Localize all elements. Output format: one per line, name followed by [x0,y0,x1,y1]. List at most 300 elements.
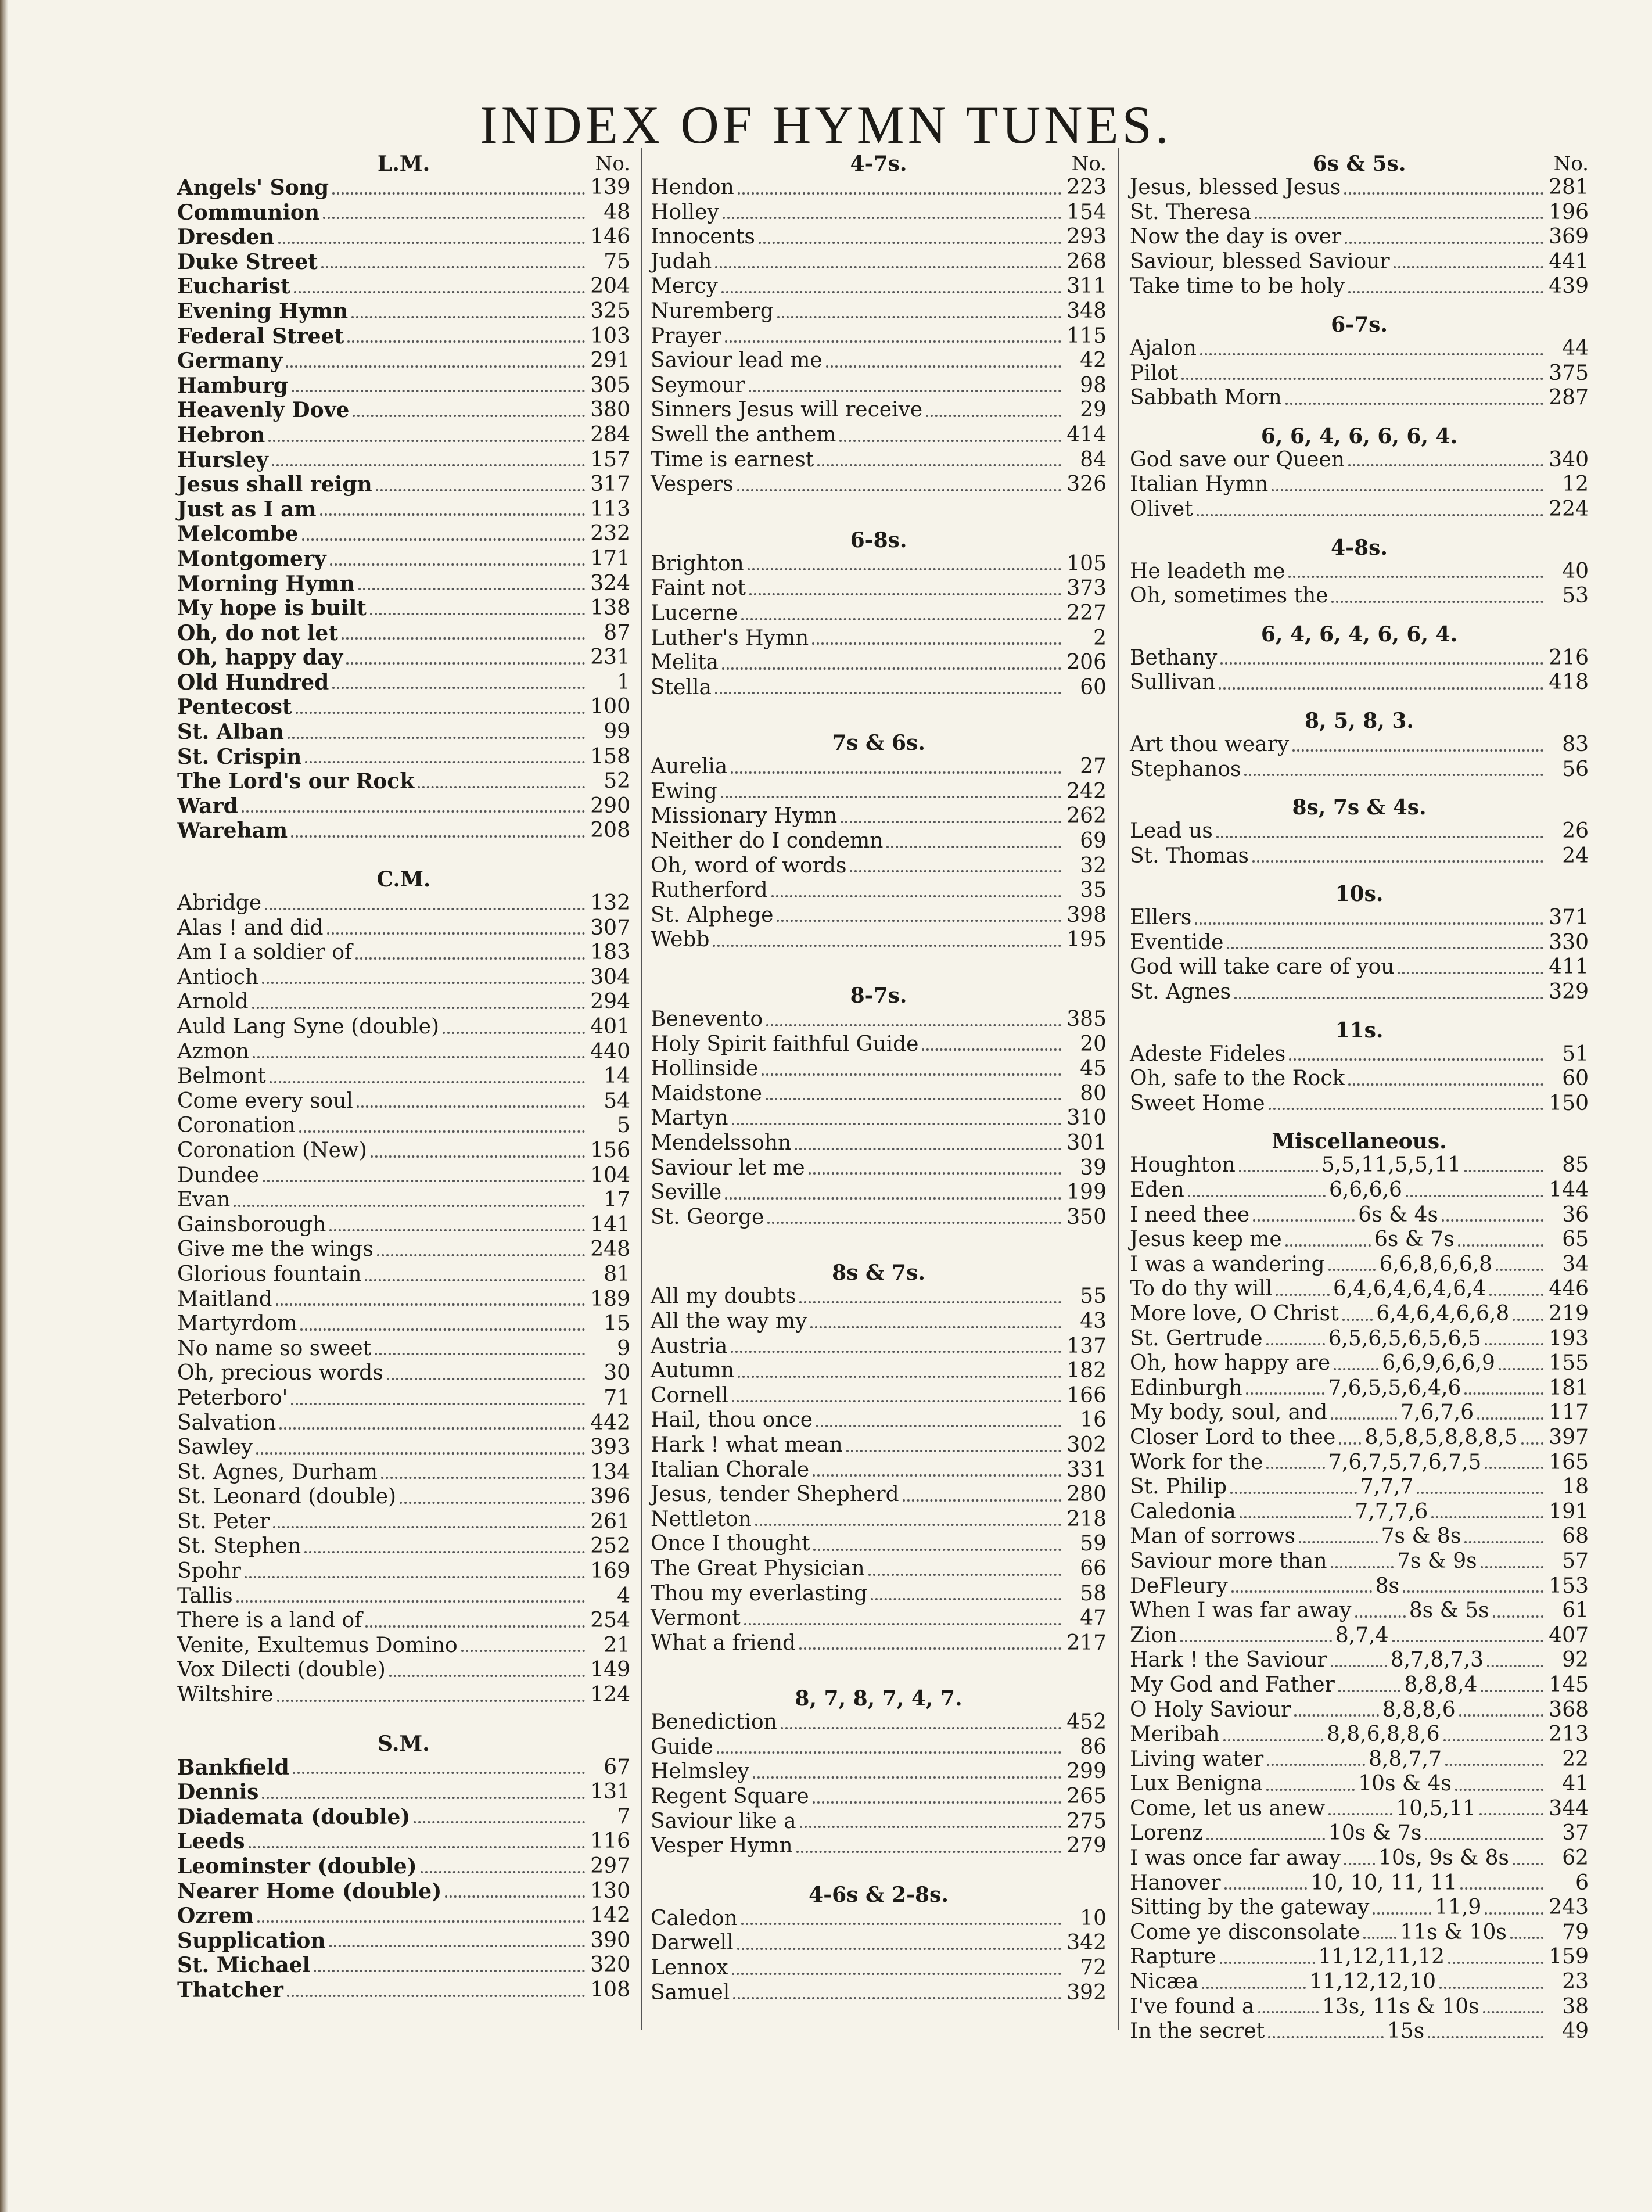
tune-name: All my doubts [651,1284,796,1309]
index-section [1130,306,1589,411]
tune-name: St. Crispin [177,744,302,769]
tune-name: Saviour more than [1130,1549,1327,1573]
tune-entry [651,1384,1107,1409]
hymn-number: 146 [590,225,630,249]
hymn-number: 307 [590,915,630,940]
dot-leader [809,1172,1061,1175]
tune-entry [1130,1475,1589,1500]
tune-name: Come every soul [177,1089,353,1113]
tune-name: Nettleton [651,1507,752,1531]
tune-entry [177,769,630,794]
dot-leader [1417,1492,1543,1494]
dot-leader [810,1326,1061,1328]
dot-leader [1188,1195,1326,1197]
tune-entry [177,1829,630,1854]
hymn-number: 223 [1066,175,1107,199]
hymn-number: 243 [1549,1895,1589,1920]
dot-leader [365,1625,585,1628]
dot-leader [252,1007,585,1009]
dot-leader [715,692,1061,694]
hymn-number: 153 [1549,1574,1589,1598]
section-title: 10s. [1335,882,1384,907]
dot-leader [1272,489,1543,491]
tune-name: Maidstone [651,1081,762,1105]
hymn-number: 65 [1562,1227,1589,1252]
tune-name: Vesper Hymn [651,1834,793,1858]
hymn-number: 326 [1066,472,1107,497]
tune-name: Arnold [177,990,249,1014]
dot-leader [353,415,585,417]
tune-meter: 10s, 9s & 8s [1378,1846,1510,1870]
tune-name: Saviour like a [651,1809,796,1833]
tune-entry [651,1582,1107,1607]
tune-entry [651,1359,1107,1384]
tune-entry [1130,497,1589,522]
hymn-number: 441 [1549,249,1589,274]
tune-entry [177,398,630,423]
tune-entry [651,552,1107,577]
dot-leader [262,982,585,984]
tune-name: Oh, do not let [177,620,338,645]
tune-name: Sitting by the gateway [1130,1895,1370,1920]
hymn-number: 158 [590,744,630,769]
tune-name: Mercy [651,274,718,299]
dot-leader [1299,1541,1378,1543]
tune-name: Jesus, tender Shepherd [651,1482,899,1507]
tune-name: Lucerne [651,601,738,625]
section-spacer [1130,1005,1589,1012]
tune-name: Hail, thou once [651,1408,813,1432]
tune-entry [651,676,1107,701]
hymn-number: 169 [590,1559,630,1583]
tune-name: Vespers [651,472,734,497]
tune-entry [177,670,630,695]
column-divider [641,148,642,2030]
tune-name: Jesus shall reign [177,472,372,497]
section-spacer [1130,299,1589,306]
tune-entry [651,472,1107,497]
dot-leader [762,1073,1061,1076]
dot-leader [288,737,585,739]
dot-leader [721,796,1061,798]
section-header [1130,1123,1589,1153]
dot-leader [1216,836,1543,838]
tune-name: St. Michael [177,1953,311,1978]
tune-name: Old Hundred [177,670,329,695]
tune-entry [1130,1995,1589,2020]
tune-name: Bethany [1130,645,1218,670]
tune-name: Caledon [651,1906,738,1930]
tune-entry [177,1040,630,1065]
tune-entry [1130,584,1589,609]
tune-name: Seymour [651,373,745,397]
tune-name: Olivet [1130,497,1193,521]
tune-name: Oh, precious words [177,1361,383,1385]
tune-entry [651,1082,1107,1107]
dot-leader [320,514,585,516]
tune-name: Heavenly Dove [177,398,350,423]
tune-entry [177,1683,630,1708]
dot-leader [270,1081,585,1083]
dot-leader [741,618,1061,620]
dot-leader [767,1222,1061,1224]
tune-name: Closer Lord to thee [1130,1425,1336,1449]
tune-name: Venite, Exultemus Domino [177,1633,458,1657]
dot-leader [414,1821,585,1823]
section-header [651,145,1107,175]
section-title: 6, 6, 4, 6, 6, 6, 4. [1260,423,1458,448]
hymn-number: 71 [604,1385,630,1410]
hymn-number: 86 [1080,1735,1107,1759]
tune-entry [177,1213,630,1238]
tune-name: My God and Father [1130,1672,1335,1697]
dot-leader [732,1973,1061,1975]
hymn-number: 62 [1562,1846,1589,1870]
dot-leader [305,761,585,763]
tune-name: Innocents [651,225,755,249]
tune-entry [1130,646,1589,671]
tune-entry [651,1809,1107,1834]
hymn-number: 310 [1066,1106,1107,1130]
tune-entry [177,374,630,398]
dot-leader [871,1598,1061,1600]
tune-name: Faint not [651,576,746,601]
tune-entry [1130,361,1589,386]
hymn-number: 284 [590,422,630,447]
dot-leader [304,1551,585,1553]
tune-meter: 6,4,6,4,6,6,8 [1376,1302,1510,1326]
tune-meter: 10s & 7s [1328,1821,1422,1845]
dot-leader [273,1526,585,1528]
section-title: 4-6s & 2-8s. [809,1882,949,1907]
tune-name: Lux Benigna [1130,1772,1263,1796]
tune-name: Once I thought [651,1532,810,1556]
tune-meter: 15s [1387,2019,1425,2044]
dot-leader [771,895,1061,897]
dot-leader [1253,1219,1355,1222]
dot-leader [796,1851,1061,1853]
dot-leader [323,217,585,219]
dot-leader [1348,291,1543,293]
tune-name: Evan [177,1188,231,1212]
dot-leader [733,1997,1061,1999]
tune-entry [651,1735,1107,1760]
dot-leader [731,1351,1061,1353]
dot-leader [1181,378,1543,380]
tune-name: Hollinside [651,1057,759,1081]
tune-entry [177,1805,630,1830]
dot-leader [799,1301,1061,1304]
dot-leader [263,1180,585,1182]
tune-name: Rutherford [651,878,768,903]
dot-leader [1487,1665,1543,1667]
tune-entry [177,818,630,843]
tune-name: St. Peter [177,1509,270,1534]
tune-entry [651,448,1107,473]
dot-leader [826,365,1061,368]
dot-leader [421,1871,585,1873]
hymn-number: 141 [590,1212,630,1237]
dot-leader [1344,1863,1375,1865]
tune-meter: 8,8,8,4 [1404,1672,1478,1697]
dot-leader [1355,1615,1406,1618]
hymn-number: 84 [1080,447,1107,472]
dot-leader [291,1403,585,1405]
tune-name: Lead us [1130,819,1213,843]
tune-entry [651,1180,1107,1205]
hymn-number: 216 [1549,645,1589,670]
dot-leader [265,908,585,910]
dot-leader [737,489,1061,491]
tune-entry [1130,1524,1589,1549]
dot-leader [1220,1962,1315,1964]
tune-entry [651,423,1107,448]
dot-leader [1219,687,1543,690]
tune-entry [177,1237,630,1262]
tune-entry [651,1433,1107,1458]
tune-name: In the secret [1130,2019,1265,2044]
section-title: 8-7s. [850,983,907,1008]
dot-leader [1428,2036,1543,2038]
tune-entry [651,1710,1107,1735]
hymn-number: 113 [590,497,630,521]
tune-entry [651,1532,1107,1557]
hymn-number: 375 [1549,361,1589,385]
section-header [651,522,1107,552]
tune-entry [651,200,1107,225]
tune-meter: 7,7,7,6 [1355,1499,1428,1524]
hymn-number: 36 [1562,1202,1589,1227]
tune-name: God save our Queen [1130,447,1345,472]
dot-leader [314,1970,585,1972]
dot-leader [732,1123,1061,1125]
tune-name: Glorious fountain [177,1262,362,1286]
tune-name: Adeste Fideles [1130,1042,1286,1066]
tune-name: Leeds [177,1829,245,1854]
hymn-number: 196 [1549,200,1589,224]
hymn-number: 72 [1080,1956,1107,1980]
tune-entry [177,497,630,522]
hymn-number: 98 [1080,373,1107,397]
tune-entry [651,1032,1107,1057]
hymn-number: 195 [1066,928,1107,952]
dot-leader [1328,1813,1392,1815]
index-section [651,522,1107,701]
dot-leader [781,1727,1061,1729]
tune-meter: 8s & 5s [1409,1599,1489,1623]
section-title: L.M. [377,152,430,176]
section-header [651,1680,1107,1710]
tune-entry [177,1978,630,2003]
hymn-number: 2 [1093,626,1107,650]
index-section [1130,1123,1589,2044]
tune-name: Hark ! what mean [651,1432,843,1457]
dot-leader [1206,1838,1325,1840]
dot-leader [400,1502,585,1504]
section-title: S.M. [378,1731,430,1756]
tune-name: No name so sweet [177,1336,372,1360]
hymn-number: 232 [590,522,630,546]
hymn-number: 48 [604,200,630,224]
hymn-number: 155 [1549,1351,1589,1376]
dot-leader [1334,1368,1378,1370]
dot-leader [800,1826,1061,1828]
tune-name: St. Theresa [1130,200,1251,224]
tune-entry [651,903,1107,928]
dot-leader [1443,1739,1543,1741]
dot-leader [1521,1442,1543,1445]
tune-name: Time is earnest [651,447,814,472]
dot-leader [1481,1690,1543,1692]
dot-leader [256,1452,585,1455]
dot-leader [1180,1640,1332,1642]
tune-name: Peterboro' [177,1385,288,1410]
hymn-number: 242 [1066,779,1107,803]
tune-entry [1130,1599,1589,1624]
dot-leader [262,1797,585,1799]
tune-meter: 11,9 [1435,1895,1482,1920]
hymn-number: 26 [1562,819,1589,843]
tune-name: Meribah [1130,1722,1220,1747]
tune-entry [1130,1797,1589,1822]
dot-leader [1266,1789,1355,1791]
tune-name: Saviour let me [651,1155,805,1180]
tune-name: Ellers [1130,906,1192,930]
section-header [1130,306,1589,336]
dot-leader [1458,1244,1543,1247]
tune-meter: 8,7,4 [1335,1623,1389,1647]
tune-entry [1130,732,1589,757]
tune-entry [177,274,630,299]
tune-meter: 8,8,8,6 [1382,1697,1456,1722]
hymn-number: 156 [590,1138,630,1162]
dot-leader [1345,242,1543,244]
tune-entry [1130,250,1589,275]
hymn-number: 34 [1562,1252,1589,1276]
hymn-number: 154 [1066,200,1107,224]
tune-name: Vox Dilecti (double) [177,1658,386,1682]
section-header [1130,145,1589,175]
dot-leader [777,920,1061,922]
tune-name: Webb [651,928,710,952]
index-column-1 [177,145,630,2003]
hymn-number: 75 [604,249,630,274]
tune-entry [177,572,630,597]
tune-meter: 13s, 11s & 10s [1321,1994,1479,2019]
tune-entry [177,1262,630,1287]
dot-leader [799,1647,1061,1650]
tune-name: DeFleury [1130,1574,1228,1598]
tune-name: Gainsborough [177,1212,326,1237]
hymn-number: 213 [1549,1722,1589,1747]
tune-entry [651,175,1107,200]
dot-leader [1230,1492,1357,1494]
section-title: 8s, 7s & 4s. [1292,795,1427,820]
tune-name: Sullivan [1130,670,1216,695]
tune-entry [1130,200,1589,225]
tune-entry [177,1287,630,1312]
dot-leader [715,266,1061,268]
tune-entry [1130,1203,1589,1228]
number-column-header: No. [595,152,630,175]
tune-name: My body, soul, and [1130,1401,1328,1425]
index-column-2 [651,145,1107,2005]
section-header [651,1254,1107,1284]
tune-name: I've found a [1130,1994,1255,2019]
tune-entry [177,1164,630,1188]
hymn-number: 159 [1549,1945,1589,1969]
tune-name: Diademata (double) [177,1804,411,1829]
tune-name: Germany [177,349,283,374]
tune-entry [1130,980,1589,1005]
tune-entry [177,891,630,916]
tune-name: More love, O Christ [1130,1302,1339,1326]
tune-entry [651,1981,1107,2006]
hymn-number: 40 [1562,559,1589,583]
tune-name: Darwell [651,1931,734,1955]
tune-entry [177,1312,630,1337]
hymn-number: 38 [1562,1994,1589,2019]
dot-leader [1338,1690,1401,1692]
section-spacer [177,843,630,861]
section-spacer [651,953,1107,977]
tune-entry [651,1408,1107,1433]
dot-leader [1240,1516,1352,1518]
tune-name: St. Alphege [651,903,774,927]
dot-leader [738,1376,1061,1378]
hymn-number: 446 [1549,1277,1589,1301]
tune-entry [1130,559,1589,584]
dot-leader [294,291,585,293]
hymn-number: 290 [590,793,630,818]
hymn-number: 16 [1080,1408,1107,1432]
tune-entry [177,1361,630,1386]
index-section [177,1725,630,2003]
tune-entry [177,1188,630,1213]
dot-leader [813,1549,1061,1551]
hymn-number: 27 [1080,755,1107,779]
tune-name: St. Agnes [1130,980,1231,1004]
section-spacer [177,1708,630,1725]
tune-name: Eden [1130,1178,1184,1202]
tune-entry [177,225,630,250]
tune-entry [177,1929,630,1954]
tune-entry [651,374,1107,398]
tune-name: Eucharist [177,274,290,299]
section-title: 8s & 7s. [832,1261,925,1285]
tune-meter: 8,8,7,7 [1369,1747,1442,1771]
hymn-number: 124 [590,1683,630,1707]
dot-leader [766,1024,1061,1026]
hymn-number: 293 [1066,225,1107,249]
tune-name: Lennox [651,1956,728,1980]
tune-name: Coronation (New) [177,1138,367,1162]
tune-name: Guide [651,1735,713,1759]
tune-entry [177,645,630,670]
tune-entry [651,576,1107,601]
section-spacer [1130,609,1589,616]
hymn-number: 32 [1080,853,1107,878]
hymn-number: 392 [1066,1980,1107,2005]
dot-leader [777,316,1061,318]
tune-entry [1130,1042,1589,1067]
dot-leader [903,1499,1061,1502]
hymn-number: 17 [604,1188,630,1212]
tune-entry [1130,757,1589,782]
hymn-number: 340 [1549,447,1589,472]
dot-leader [1464,1541,1543,1543]
dot-leader [1513,1319,1543,1321]
